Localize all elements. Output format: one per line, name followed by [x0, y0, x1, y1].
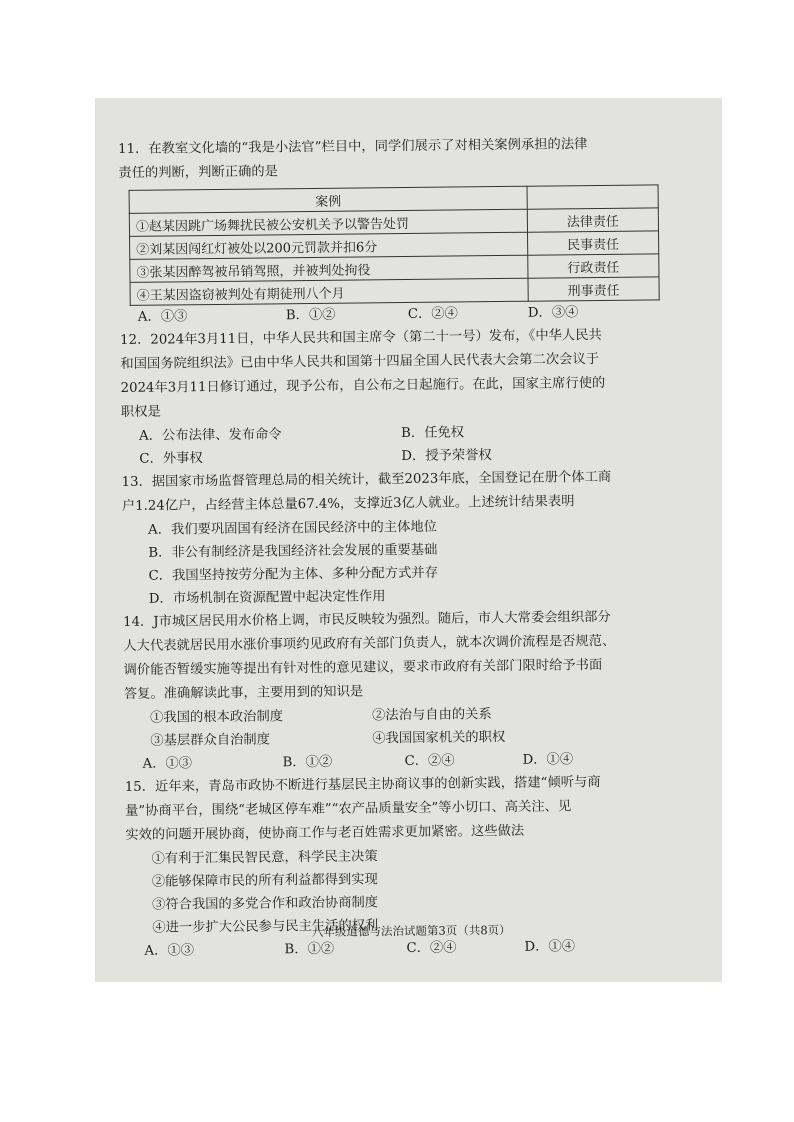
question-11-case-table — [129, 184, 660, 306]
question-15-line: 15．近年来，青岛市政协不断进行基层民主协商议事的创新实践，搭建“倾听与商 — [124, 774, 601, 795]
table-cell-case: ①赵某因跳广场舞扰民被公安机关予以警告处罚 — [129, 209, 527, 236]
question-14-line: 调价能否暂缓实施等提出有针对性的意见建议，要求市政府有关部门限时给予书面 — [123, 657, 603, 678]
list-item: ④进一步扩大公民参与民主生活的权利 — [152, 918, 379, 936]
question-11-stem-line2: 责任的判断，判断正确的是 — [118, 164, 279, 181]
option-c: C．我国坚持按劳分配为主体、多种分配方式并存 — [148, 565, 439, 584]
question-14-line: 答复。准确解读此事，主要用到的知识是 — [123, 684, 364, 702]
option-b: B．任免权 — [401, 425, 465, 442]
table-cell-responsibility: 刑事责任 — [528, 277, 659, 301]
table-header-responsibility — [527, 185, 658, 209]
table-cell-case: ③张某因醉驾被吊销驾照，并被判处拘役 — [130, 255, 528, 282]
question-12-line: 12．2024年3月11日，中华人民共和国主席令（第二十一号）发布，《中华人民共 — [120, 327, 602, 348]
question-13 — [121, 465, 692, 611]
option-a: A．公布法律、发布命令 — [139, 427, 282, 444]
option-c: C．②④ — [407, 306, 459, 322]
option-d: D．市场机制在资源配置中起决定性作用 — [148, 589, 386, 607]
list-item: ③符合我国的多党合作和政治协商制度 — [151, 895, 379, 913]
page-footer: 八年级道德与法治试题第3页（共8页） — [311, 922, 511, 940]
option-d: D．③④ — [527, 305, 579, 321]
option-b: B．①② — [282, 754, 333, 771]
list-item: ①我国的根本政治制度 — [149, 709, 284, 726]
option-c: C．②④ — [406, 940, 457, 957]
option-c: C．②④ — [404, 753, 455, 770]
list-item: ②能够保障市民的所有利益都得到实现 — [151, 872, 378, 890]
question-12 — [120, 323, 691, 471]
table-cell-responsibility: 法律责任 — [527, 208, 658, 232]
option-d: D．①④ — [524, 939, 576, 955]
question-14-line: 14．J市城区居民用水价格上调，市民反映较为强烈。随后，市人大常委会组织部分 — [122, 609, 611, 630]
table-cell-case: ②刘某因闯红灯被处以200元罚款并扣6分 — [130, 232, 528, 259]
table-cell-responsibility: 民事责任 — [528, 231, 659, 255]
list-item: ④我国国家机关的职权 — [372, 729, 506, 747]
table-cell-case: ④王某因盗窃被判处有期徒刑八个月 — [130, 278, 528, 305]
question-14 — [123, 605, 695, 776]
option-c: C．外事权 — [139, 451, 203, 467]
option-b: B．①② — [285, 307, 336, 324]
question-15-line: 量”协商平台，围绕“老城区停车难”“农产品质量安全”等小切口、高关注、见 — [124, 799, 572, 819]
option-a: A．①③ — [137, 309, 188, 325]
list-item: ③基层群众自治制度 — [150, 732, 271, 749]
list-item: ①有利于汇集民智民意，科学民主决策 — [151, 849, 378, 867]
option-a: A．①③ — [142, 756, 193, 772]
table-cell-responsibility: 行政责任 — [528, 254, 659, 278]
option-b: B．①② — [284, 941, 335, 958]
question-13-line: 户1.24亿户，占经营主体总量67.4%，支撑近3亿人就业。上述统计结果表明 — [121, 494, 575, 514]
option-d: D．授予荣誉权 — [401, 448, 492, 465]
option-b: B．非公有制经济是我国经济社会发展的重要基础 — [148, 542, 438, 561]
question-11 — [118, 132, 690, 329]
option-a: A．①③ — [144, 943, 195, 959]
option-a: A．我们要巩固国有经济在国民经济中的主体地位 — [148, 519, 438, 538]
question-12-line: 职权是 — [120, 404, 161, 420]
question-14-line: 人大代表就居民用水涨价事项约见政府有关部门负责人，就本次调价流程是否规范、 — [123, 633, 616, 654]
question-15-line: 实效的问题开展协商，使协商工作与老百姓需求更加紧密。这些做法 — [125, 823, 525, 843]
question-12-line: 2024年3月11日修订通过，现予公布，自公布之日起施行。在此，国家主席行使的 — [120, 375, 606, 396]
list-item: ②法治与自由的关系 — [371, 707, 492, 724]
option-d: D．①④ — [522, 752, 574, 768]
table-header-case: 案例 — [129, 186, 527, 213]
question-12-line: 和国国务院组织法》已由中华人民共和国第十四届全国人民代表大会第二次会议于 — [120, 351, 600, 372]
question-11-stem-line1: 11．在教室文化墙的“我是小法官”栏目中，同学们展示了对相关案例承担的法律 — [118, 137, 588, 157]
exam-sheet — [118, 132, 697, 963]
question-13-line: 13．据国家市场监督管理总局的相关统计，截至2023年底，全国登记在册个体工商 — [121, 469, 612, 490]
